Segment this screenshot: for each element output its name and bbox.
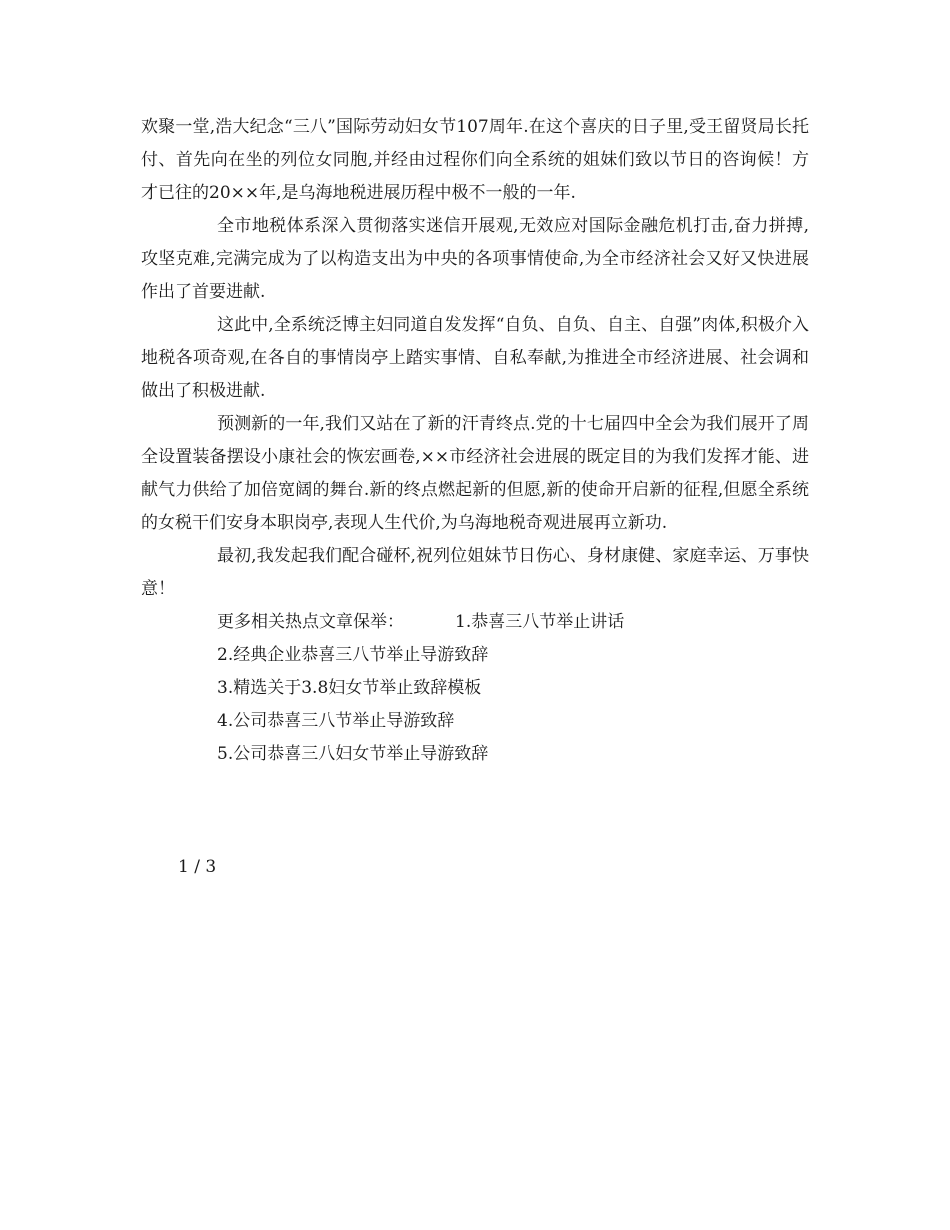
related-article-row-4 — [217, 705, 809, 738]
related-article-link-3[interactable]: 3.精选关于3.8妇女节举止致辞模板 — [217, 678, 482, 698]
paragraph-women-contribution: 这此中,全系统泛博主妇同道自发发挥“自负、自负、自主、自强”肉体,积极介入地税各项奇观,在各自的事情岗亭上踏实事情、自私奉献,为推进全市经济进展、社会调和做出了积极进献. — [141, 315, 809, 401]
related-article-link-5[interactable]: 5.公司恭喜三八妇女节举止导游致辞 — [217, 744, 489, 764]
page-number: 1 / 3 — [178, 857, 217, 877]
related-articles-header-row — [217, 606, 809, 639]
document-body — [141, 111, 809, 771]
related-article-link-4[interactable]: 4.公司恭喜三八节举止导游致辞 — [217, 711, 455, 731]
related-articles-label: 更多相关热点文章保举： — [217, 612, 404, 632]
related-article-link-2[interactable]: 2.经典企业恭喜三八节举止导游致辞 — [217, 645, 489, 665]
paragraph-achievements: 全市地税体系深入贯彻落实迷信开展观,无效应对国际金融危机打击,奋力拼搏,攻坚克难,完满完成为了以构造支出为中央的各项事情使命,为全市经济社会又好又快进展作出了首要进献. — [141, 216, 809, 302]
paragraph-closing-toast: 最初,我发起我们配合碰杯,祝列位姐妹节日伤心、身材康健、家庭幸运、万事快意！ — [141, 546, 809, 599]
related-article-row-5 — [217, 738, 809, 771]
related-article-link-1[interactable]: 1.恭喜三八节举止讲话 — [455, 612, 625, 632]
paragraph-opening: 欢聚一堂,浩大纪念“三八”国际劳动妇女节107周年.在这个喜庆的日子里,受王留贤局长托付、首先向在坐的列位女同胞,并经由过程你们向全系统的姐妹们致以节日的咨询候！方才已往的20××年,是乌海地税进展历程中极不一般的一年. — [141, 117, 809, 203]
related-articles — [141, 606, 809, 771]
related-article-row-3 — [217, 672, 809, 705]
related-article-row-2 — [217, 639, 809, 672]
paragraph-outlook: 预测新的一年,我们又站在了新的汗青终点.党的十七届四中全会为我们展开了周全设置装备摆设小康社会的恢宏画卷,××市经济社会进展的既定目的为我们发挥才能、进献气力供给了加倍宽阔的舞台.新的终点燃起新的但愿,新的使命开启新的征程,但愿全系统的女税干们安身本职岗亭,表现人生代价,为乌海地税奇观进展再立新功. — [141, 414, 809, 533]
